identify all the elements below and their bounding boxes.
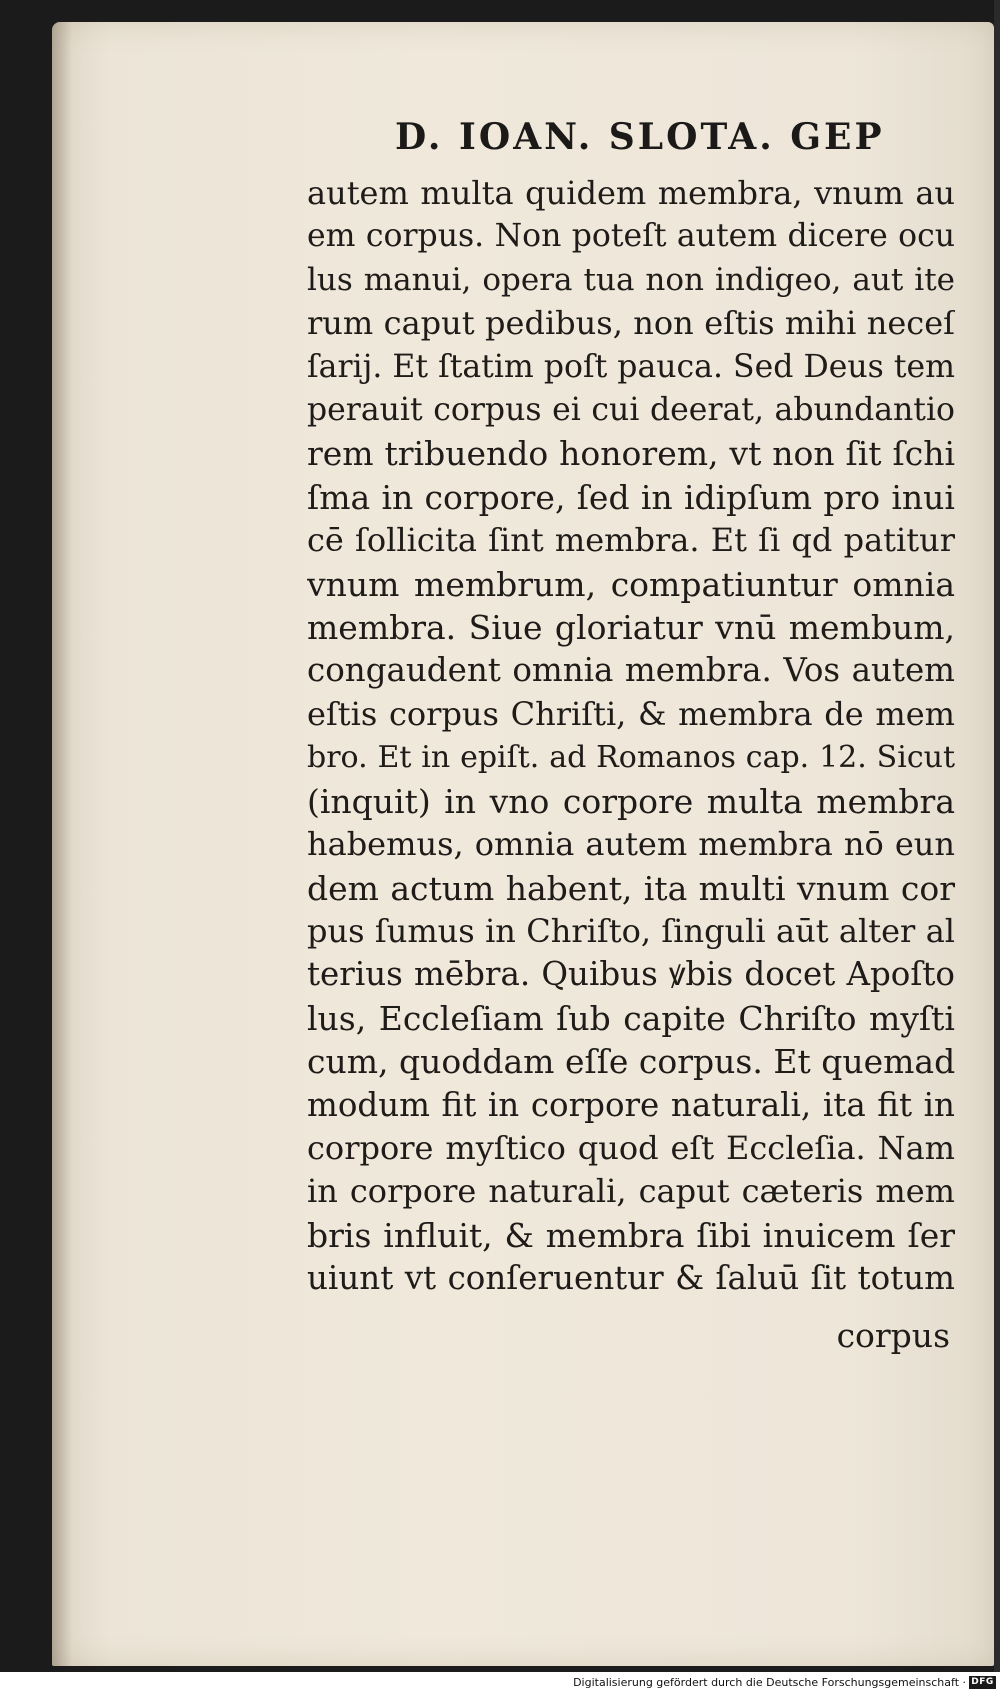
text-line: lus manui, opera tua non indigeo, aut ite: [307, 261, 955, 298]
text-line: cē ſollicita ſint membra. Et ſi qd patitur: [307, 521, 955, 560]
text-line: corpore myſtico quod eſt Eccleſia. Nam: [307, 1128, 955, 1167]
text-line: in corpore naturali, caput cæteris mem: [307, 1172, 955, 1211]
text-line: membra. Siue gloriatur vnū membum,: [307, 608, 955, 648]
dfg-logo-icon: DFG: [969, 1676, 996, 1689]
text-line: dem actum habent, ita multi vnum cor: [307, 868, 955, 908]
footer-credit: Digitalisierung gefördert durch die Deutsche Forschungsgemeinschaft ·: [573, 1676, 966, 1689]
text-line: ſma in corpore, ſed in idipſum pro inui: [307, 477, 955, 517]
text-line: lus, Eccleſiam ſub capite Chriſto myſti: [307, 998, 955, 1038]
text-line: bris influit, & membra ſibi inuicem ſer: [307, 1215, 955, 1255]
catchword: corpus: [836, 1316, 950, 1355]
text-line: ſarij. Et ſtatim poſt pauca. Sed Deus tem: [307, 348, 955, 385]
text-line: (inquit) in vno corpore multa membra: [307, 781, 955, 821]
body-text: [307, 172, 955, 1301]
text-line: cum, quoddam eſſe corpus. Et quemad: [307, 1042, 955, 1082]
text-line: bro. Et in epiſt. ad Romanos cap. 12. Sicut: [307, 740, 955, 776]
page-edge-shadow: [52, 22, 72, 1666]
text-line: eſtis corpus Chriſti, & membra de mem: [307, 694, 955, 733]
text-line: modum fit in corpore naturali, ita fit in: [307, 1085, 955, 1124]
text-line: autem multa quidem membra, vnum au: [307, 174, 955, 212]
text-line: habemus, omnia autem membra nō eun: [307, 825, 955, 864]
text-line: pus ſumus in Chriſto, ſinguli aūt alter al: [307, 911, 955, 950]
text-line: terius mēbra. Quibus ꝟbis docet Apoſto: [307, 955, 955, 994]
running-head: D. IOAN. SLOTA. GEP: [395, 116, 885, 158]
text-line: vnum membrum, compatiuntur omnia: [307, 564, 955, 604]
text-line: em corpus. Non poteſt autem dicere ocu: [307, 218, 955, 255]
text-line: uiunt vt conſeruentur & ſaluū ſit totum: [307, 1259, 955, 1298]
text-line: perauit corpus ei cui deerat, abundantio: [307, 392, 955, 429]
text-line: congaudent omnia membra. Vos autem: [307, 651, 955, 690]
text-line: rem tribuendo honorem, vt non ſit ſchi: [307, 434, 955, 474]
binding-edge: [994, 0, 1000, 1672]
text-line: rum caput pedibus, non eſtis mihi neceſ: [307, 304, 955, 343]
